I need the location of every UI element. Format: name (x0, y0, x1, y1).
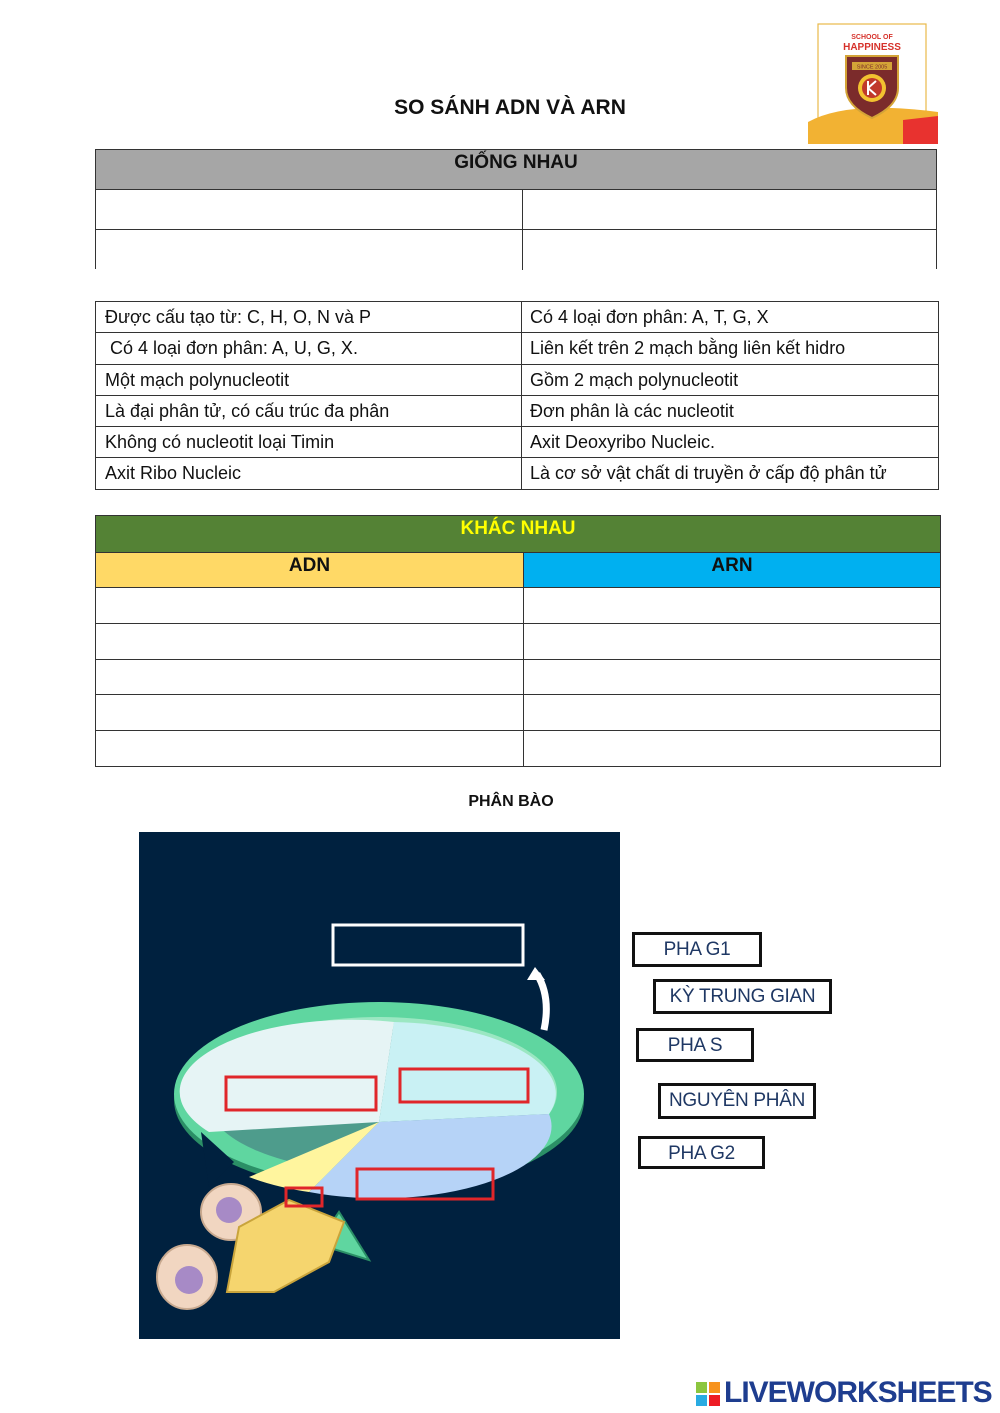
similarities-header: GIỐNG NHAU (96, 150, 936, 190)
draggable-item[interactable]: Liên kết trên 2 mạch bằng liên kết hidro (530, 338, 846, 359)
adn-column-header: ADN (96, 553, 524, 587)
logo-line2: HAPPINESS (843, 42, 901, 53)
drop-zone-left[interactable] (226, 1077, 376, 1110)
drop-zone-small[interactable] (286, 1188, 322, 1206)
cell-division-title: PHÂN BÀO (468, 793, 554, 810)
draggable-item[interactable]: Đơn phân là các nucleotit (530, 400, 734, 421)
table-row (96, 230, 936, 270)
draggable-item[interactable]: Không có nucleotit loại Timin (96, 427, 522, 457)
table-row (96, 588, 940, 624)
table-row (96, 660, 940, 696)
brand-text: LIVEWORKSHEETS (724, 1376, 992, 1409)
drop-zone[interactable] (524, 731, 940, 767)
drop-zone-top[interactable] (333, 925, 523, 965)
logo-line1: SCHOOL OF (851, 34, 893, 41)
table-row (96, 458, 938, 489)
drop-zone[interactable] (96, 731, 524, 767)
table-row (96, 695, 940, 731)
label-pha-g2[interactable]: PHA G2 (638, 1136, 765, 1169)
arn-column-header: ARN (524, 553, 940, 587)
draggable-item[interactable]: Có 4 loại đơn phân: A, U, G, X. (96, 333, 522, 363)
draggable-item[interactable]: Là cơ sở vật chất di truyền ở cấp độ phân tử (530, 463, 887, 484)
drop-zone[interactable] (523, 230, 936, 270)
drop-zone[interactable] (524, 660, 940, 695)
draggable-item[interactable]: Axit Ribo Nucleic (96, 458, 522, 489)
drop-zone[interactable] (524, 624, 940, 659)
statements-table (95, 301, 939, 490)
logo-since: SINCE 2005 (856, 64, 888, 71)
table-row (96, 427, 938, 458)
drop-zone[interactable] (96, 230, 523, 270)
drop-zone[interactable] (523, 190, 936, 229)
similarities-table (95, 149, 937, 269)
table-row (96, 365, 938, 396)
differences-header: KHÁC NHAU (96, 516, 940, 553)
draggable-item[interactable]: Một mạch polynucleotit (96, 365, 522, 395)
drop-zone[interactable] (524, 588, 940, 623)
drop-zone-right[interactable] (400, 1069, 528, 1102)
drop-zone[interactable] (96, 624, 524, 659)
drop-zone[interactable] (96, 695, 524, 730)
school-logo (808, 22, 938, 144)
draggable-item[interactable]: Được cấu tạo từ: C, H, O, N và P (96, 302, 522, 332)
table-row (96, 302, 938, 333)
page-title: SO SÁNH ADN VÀ ARN (394, 96, 626, 119)
table-row (96, 731, 940, 767)
label-pha-s[interactable]: PHA S (636, 1028, 754, 1062)
table-row (96, 624, 940, 660)
table-row (96, 396, 938, 427)
draggable-item[interactable]: Là đại phân tử, có cấu trúc đa phân (96, 396, 522, 426)
drop-zone[interactable] (96, 190, 523, 229)
differences-subheader (96, 553, 940, 588)
drop-zone-bottom[interactable] (357, 1169, 493, 1199)
label-pha-g1[interactable]: PHA G1 (632, 932, 762, 967)
label-nguyen-phan[interactable]: NGUYÊN PHÂN (658, 1083, 816, 1119)
draggable-item[interactable]: Axit Deoxyribo Nucleic. (530, 432, 716, 453)
differences-table (95, 515, 941, 767)
draggable-item[interactable]: Gồm 2 mạch polynucleotit (530, 369, 739, 390)
label-ky-trung-gian[interactable]: KỲ TRUNG GIAN (653, 979, 832, 1014)
liveworksheets-brand (696, 1376, 996, 1410)
liveworksheets-icon (696, 1382, 720, 1406)
drop-zone[interactable] (96, 588, 524, 623)
drop-zone[interactable] (96, 660, 524, 695)
table-row (96, 190, 936, 230)
drop-zone[interactable] (524, 695, 940, 730)
draggable-item[interactable]: Có 4 loại đơn phân: A, T, G, X (530, 307, 769, 327)
table-row (96, 333, 938, 364)
cell-cycle-diagram (139, 832, 620, 1339)
